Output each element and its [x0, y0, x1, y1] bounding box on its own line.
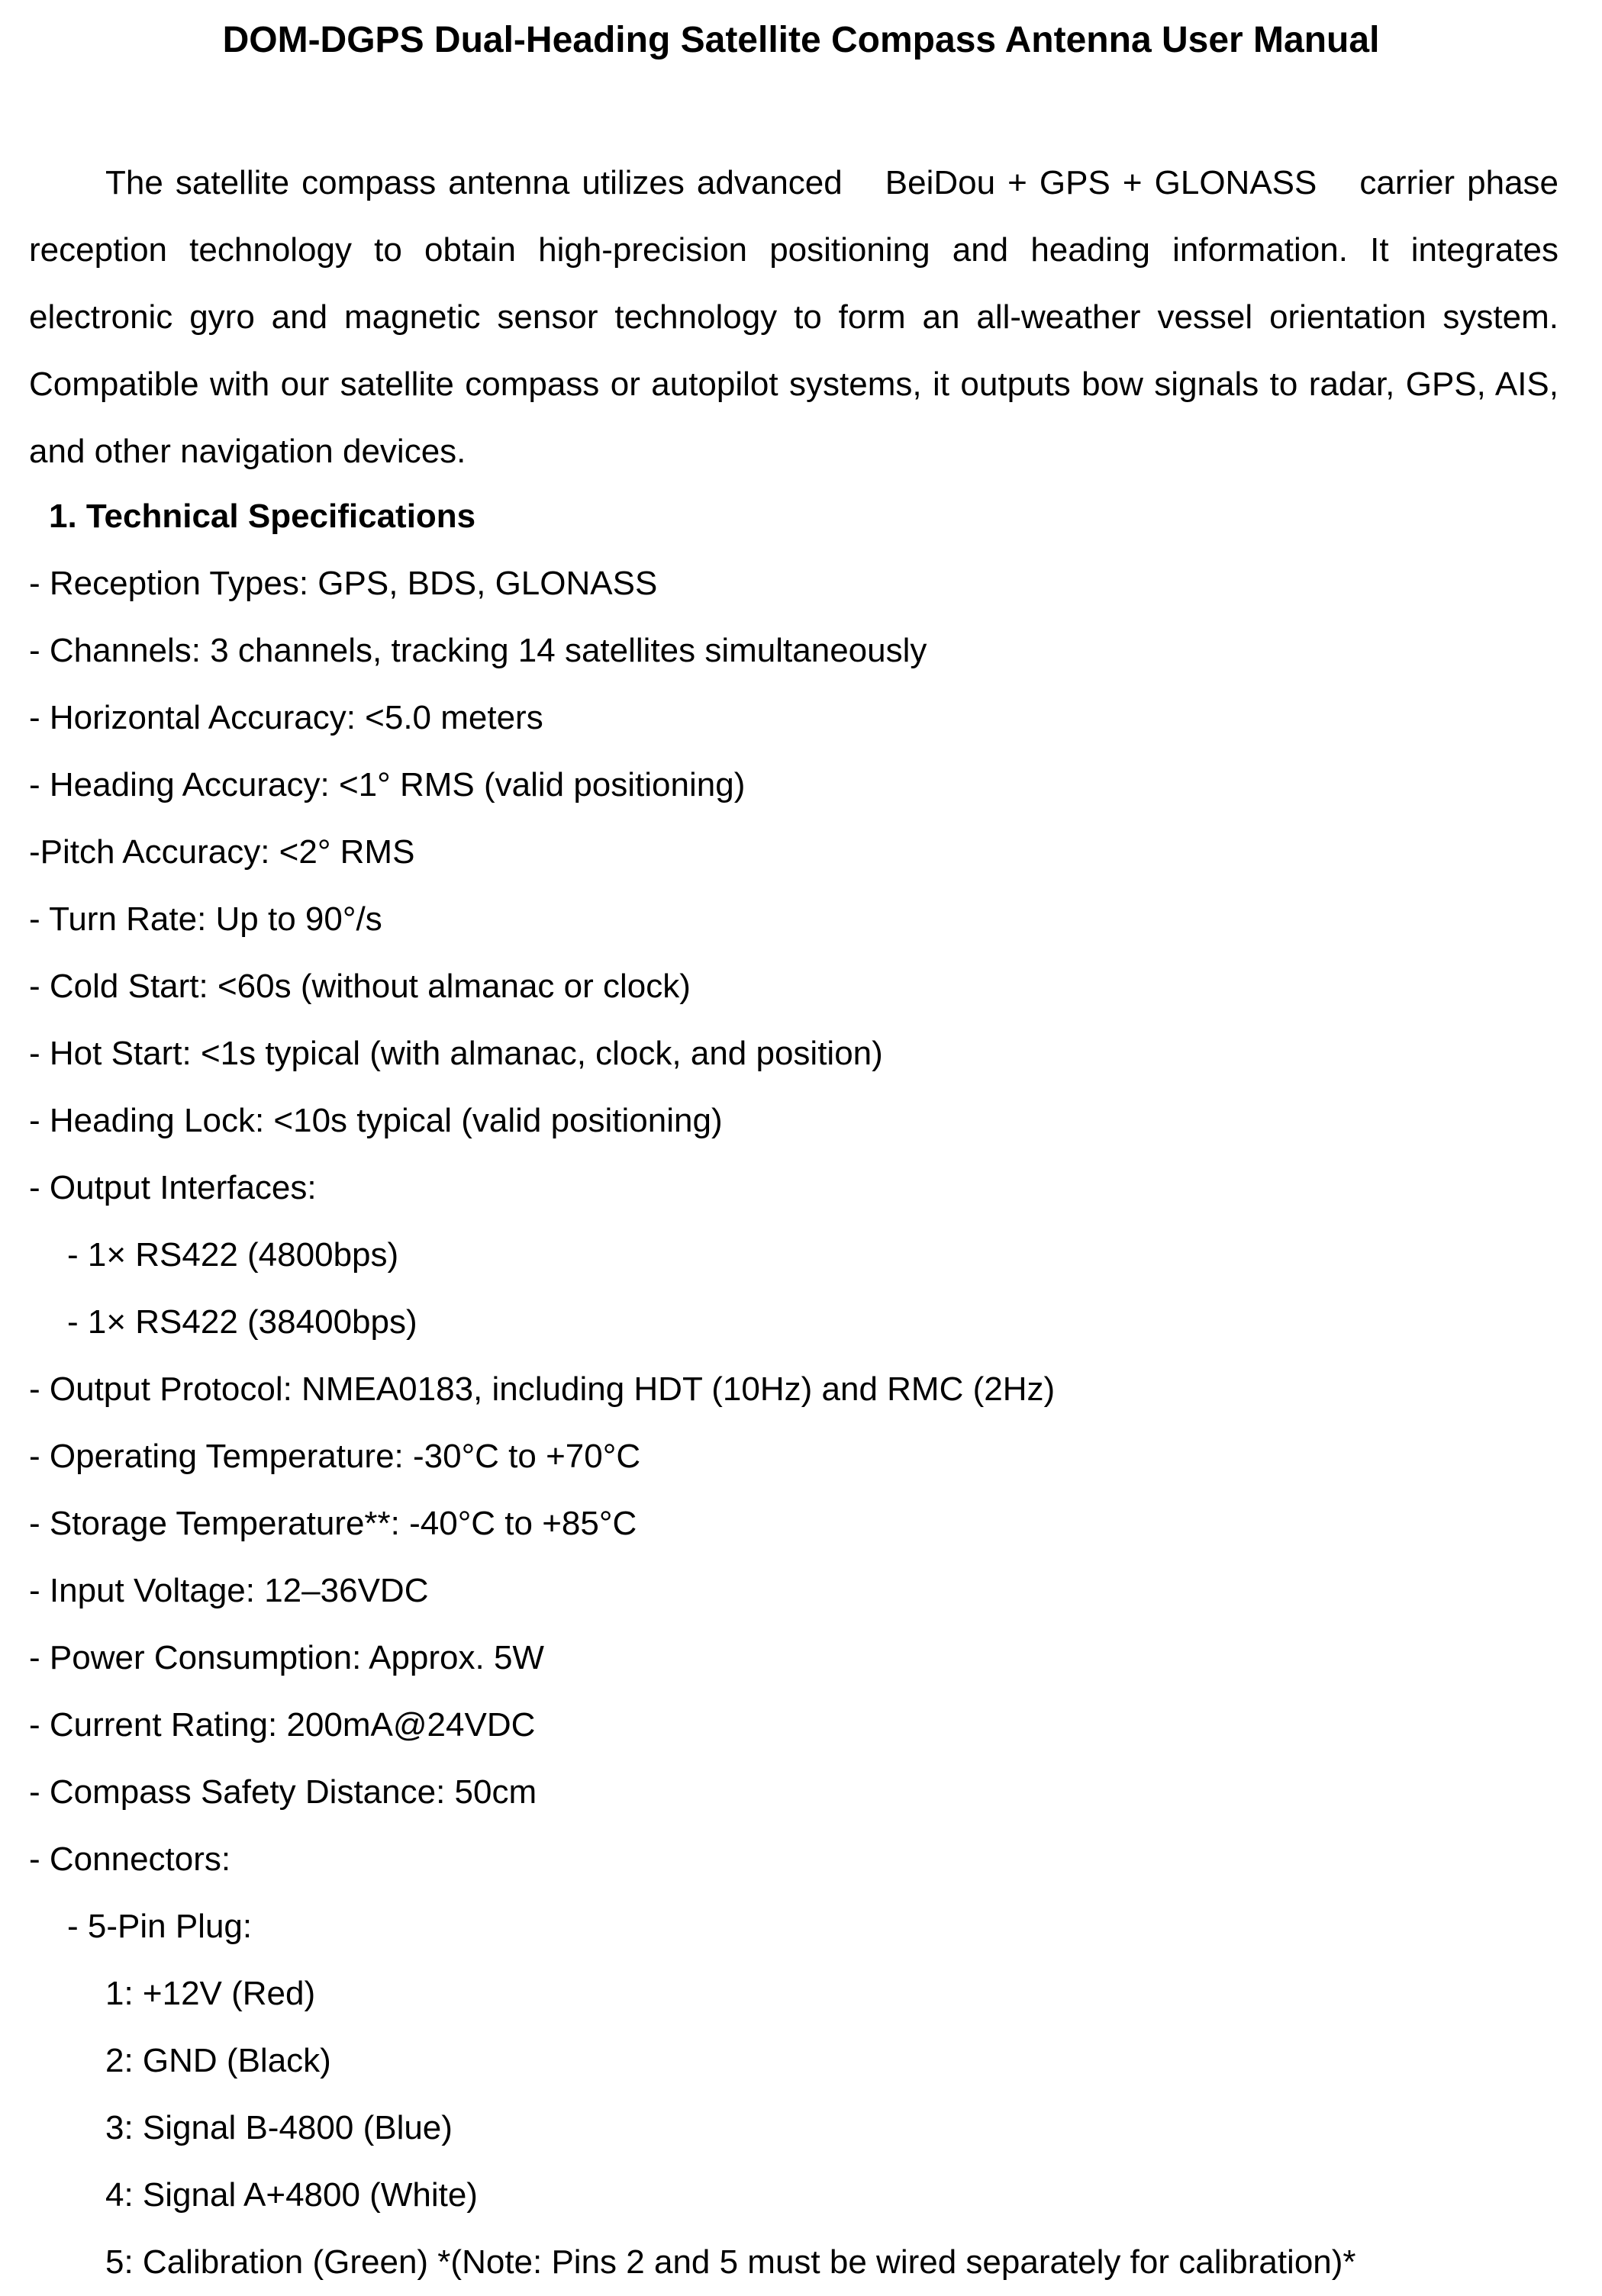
section-heading: 1. Technical Specifications — [49, 498, 476, 535]
spec-item: - Input Voltage: 12–36VDC — [29, 1572, 429, 1609]
spec-item: - Operating Temperature: -30°C to +70°C — [29, 1438, 641, 1475]
spec-subitem: - 1× RS422 (38400bps) — [67, 1303, 417, 1341]
spec-item: - Connectors: — [29, 1840, 231, 1878]
document-title: DOM-DGPS Dual-Heading Satellite Compass Antenna User Manual — [222, 20, 1380, 60]
spec-item: - Compass Safety Distance: 50cm — [29, 1773, 537, 1811]
intro-paragraph — [29, 150, 1558, 485]
spec-item: - Hot Start: <1s typical (with almanac, clock, and position) — [29, 1035, 883, 1072]
spec-item: -Pitch Accuracy: <2° RMS — [29, 833, 415, 871]
intro-text-before: The satellite compass antenna utilizes advanced — [105, 164, 843, 201]
pin-item: 2: GND (Black) — [105, 2042, 331, 2079]
spec-item: - Output Protocol: NMEA0183, including HDT (10Hz) and RMC (2Hz) — [29, 1370, 1056, 1408]
spec-item: - Output Interfaces: — [29, 1169, 317, 1206]
intro-text-after: carrier phase reception technology to obtain high-precision positioning and heading information. It integrates electronic gyro and magnetic sensor technology to form an all-weather vessel orientation system. Compatible with our satellite compass or autopilot systems, it outputs bow signals to radar, GPS, AIS, and other navigation devices. — [29, 164, 1559, 470]
spec-item: - Channels: 3 channels, tracking 14 satellites simultaneously — [29, 632, 927, 669]
spec-list — [29, 550, 1356, 2296]
spec-item: - Storage Temperature**: -40°C to +85°C — [29, 1505, 637, 1542]
pin-item: 1: +12V (Red) — [105, 1975, 316, 2012]
spec-subitem: - 5-Pin Plug: — [67, 1908, 253, 1945]
intro-systems: BeiDou + GPS + GLONASS — [885, 164, 1317, 201]
spec-item: - Cold Start: <60s (without almanac or clock) — [29, 968, 691, 1005]
spec-subitem: - 1× RS422 (4800bps) — [67, 1236, 399, 1274]
spec-item: - Power Consumption: Approx. 5W — [29, 1639, 544, 1676]
spec-item: - Reception Types: GPS, BDS, GLONASS — [29, 565, 658, 602]
spec-item: - Horizontal Accuracy: <5.0 meters — [29, 699, 543, 736]
spec-item: - Heading Accuracy: <1° RMS (valid positioning) — [29, 766, 746, 803]
spec-item: - Heading Lock: <10s typical (valid positioning) — [29, 1102, 723, 1139]
pin-item: 4: Signal A+4800 (White) — [105, 2176, 478, 2214]
pin-item: 5: Calibration (Green) *(Note: Pins 2 and 5 must be wired separately for calibration)* — [105, 2243, 1356, 2281]
spec-item: - Turn Rate: Up to 90°/s — [29, 900, 382, 938]
pin-item: 3: Signal B-4800 (Blue) — [105, 2109, 453, 2146]
spec-item: - Current Rating: 200mA@24VDC — [29, 1706, 536, 1744]
